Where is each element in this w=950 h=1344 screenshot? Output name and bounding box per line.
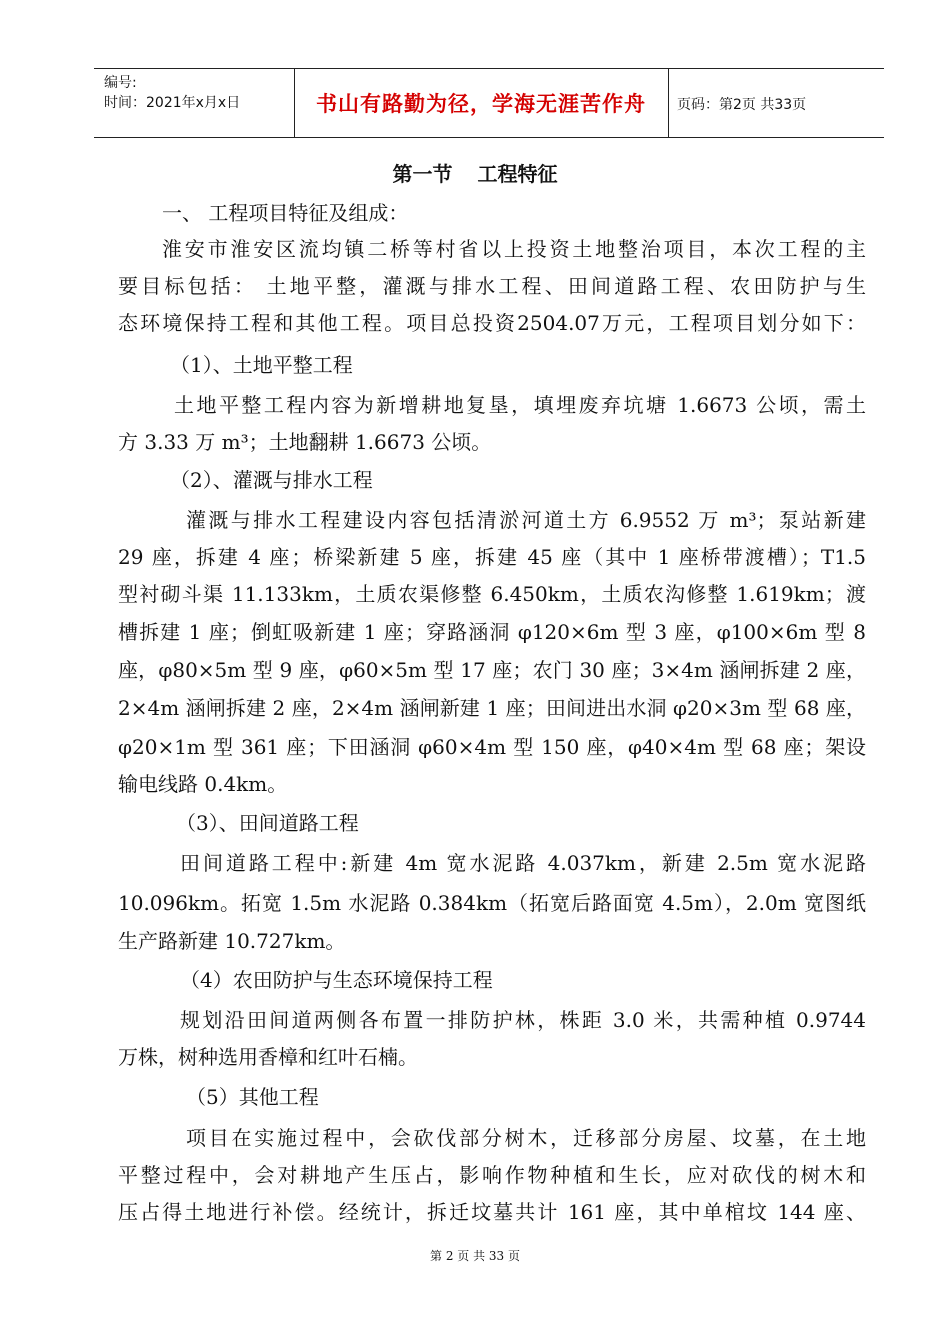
text-line: 型衬砌斗渠 11.133km，土质农渠修整 6.450km，土质农沟修整 1.619km；渡 xyxy=(118,582,866,606)
text-line: 灌溉与排水工程建设内容包括清淤河道土方 6.9552 万 m³；泵站新建 xyxy=(186,508,866,532)
text-line: 态环境保持工程和其他工程。项目总投资2504.07万元，工程项目划分如下： xyxy=(118,311,866,335)
text-line: 输电线路 0.4km。 xyxy=(118,772,288,796)
heading-line: （1）、土地平整工程 xyxy=(170,353,353,377)
text-line: 规划沿田间道两侧各布置一排防护林，株距 3.0 米，共需种植 0.9744 xyxy=(180,1008,866,1032)
section-title: 第一节 工程特征 xyxy=(392,162,558,186)
heading-line: （5）其他工程 xyxy=(186,1085,319,1109)
text-line: 淮安市淮安区流均镇二桥等村省以上投资土地整治项目，本次工程的主 xyxy=(162,237,866,261)
header-divider xyxy=(668,69,669,137)
heading-line: （3）、田间道路工程 xyxy=(176,811,359,835)
text-line: 项目在实施过程中，会砍伐部分树木，迁移部分房屋、坟墓，在土地 xyxy=(186,1126,866,1150)
heading-line: （2）、灌溉与排水工程 xyxy=(170,468,373,492)
text-line: 生产路新建 10.727km。 xyxy=(118,929,346,953)
text-line: 槽拆建 1 座；倒虹吸新建 1 座；穿路涵洞 φ120×6m 型 3 座，φ100×6m 型 8 xyxy=(118,620,866,644)
text-line: φ20×1m 型 361 座；下田涵洞 φ60×4m 型 150 座，φ40×4m 型 68 座；架设 xyxy=(118,735,866,759)
text-line: 要目标包括： 土地平整，灌溉与排水工程、田间道路工程、农田防护与生 xyxy=(118,274,866,298)
text-line: 29 座，拆建 4 座；桥梁新建 5 座，拆建 45 座（其中 1 座桥带渡槽）；T1.5 xyxy=(118,545,866,569)
heading-line: （4）农田防护与生态环境保持工程 xyxy=(180,968,493,992)
text-line: 座，φ80×5m 型 9 座，φ60×5m 型 17 座；农门 30 座；3×4m 涵闸拆建 2 座， xyxy=(118,658,866,682)
header-divider xyxy=(294,69,295,137)
text-line: 10.096km。拓宽 1.5m 水泥路 0.384km（拓宽后路面宽 4.5m），2.0m 宽图纸 xyxy=(118,891,866,915)
header-meta xyxy=(104,73,240,113)
text-line: 土地平整工程内容为新增耕地复垦，填埋废弃坑塘 1.6673 公顷，需土 xyxy=(174,393,866,417)
text-line: 方 3.33 万 m³；土地翻耕 1.6673 公顷。 xyxy=(118,430,492,454)
page-info: 页码：第2页 共33页 xyxy=(677,97,807,113)
text-line: 田间道路工程中:新建 4m 宽水泥路 4.037km，新建 2.5m 宽水泥路 xyxy=(180,851,866,875)
text-line: 平整过程中，会对耕地产生压占，影响作物种植和生长，应对砍伐的树木和 xyxy=(118,1163,866,1187)
time-label: 时间：2021年x月x日 xyxy=(104,95,241,111)
heading-line: 一、 工程项目特征及组成： xyxy=(162,201,409,225)
text-line: 压占得土地进行补偿。经统计，拆迁坟墓共计 161 座，其中单棺坟 144 座、 xyxy=(118,1200,866,1224)
page-header xyxy=(94,68,884,138)
page-footer: 第 2 页 共 33 页 xyxy=(430,1249,520,1263)
motto: 书山有路勤为径，学海无涯苦作舟 xyxy=(316,92,646,116)
number-label: 编号: xyxy=(104,75,137,91)
text-line: 万株，树种选用香樟和红叶石楠。 xyxy=(118,1045,418,1069)
text-line: 2×4m 涵闸拆建 2 座，2×4m 涵闸新建 1 座；田间进出水洞 φ20×3m 型 68 座， xyxy=(118,696,866,720)
